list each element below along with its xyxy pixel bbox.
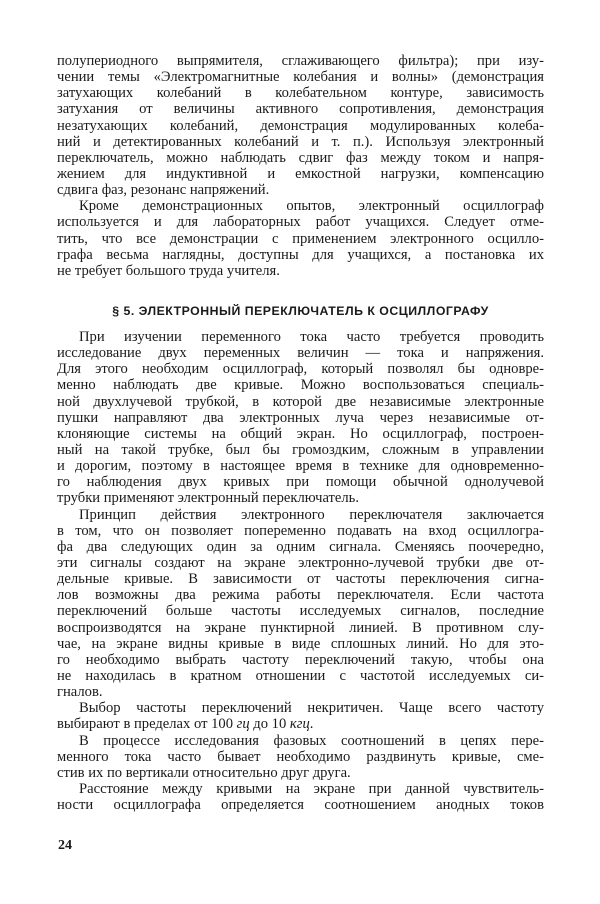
text-line: чении темы «Электромагнитные колебания и волны» (демонстрация — [57, 69, 544, 86]
text-line: в том, что он позволяет попеременно подавать на вход осциллогра- — [57, 522, 544, 539]
text-line: менно наблюдать две кривые. Можно воспользоваться специаль- — [57, 377, 544, 394]
text-line: чае, на экране видны кривые в виде сплошных линий. Но для это- — [57, 635, 544, 652]
text-line: клоняющие системы на общий экран. Но осциллограф, построен- — [57, 425, 544, 442]
text-line: незатухающих колебаний, демонстрация модулированных колеба- — [57, 117, 544, 134]
text-line: переключений больше частоты исследуемых сигналов, последние — [57, 603, 544, 620]
text-line: эти сигналы создают на экране электронно-лучевой трубки две от- — [57, 554, 544, 571]
text-line: стив их по вертикали относительно друг друга. — [57, 764, 351, 781]
text-line: жением для индуктивной и емкостной нагрузки, компенсацию — [57, 165, 544, 182]
text-line: затухания от величины активного сопротивления, демонстрация — [57, 101, 544, 118]
text-line: ный на такой трубке, был бы громоздким, сложным в управлении — [57, 441, 544, 458]
text-line: переключатель, можно наблюдать сдвиг фаз между током и напря- — [57, 149, 544, 166]
text-line: В процессе исследования фазовых соотношений в цепях пере- — [79, 732, 544, 749]
text-line: не находилась в кратном отношении с частотой исследуемых си- — [57, 667, 544, 684]
text-line: сдвига фаз, резонанс напряжений. — [57, 182, 270, 199]
text-line: полупериодного выпрямителя, сглаживающего фильтра); при изу- — [57, 53, 544, 69]
text-line: трубки применяют электронный переключатель. — [57, 490, 359, 507]
text-line: менного тока часто бывает необходимо раздвинуть кривые, сме- — [57, 748, 544, 765]
text-line: Принцип действия электронного переключателя заключается — [79, 506, 544, 523]
text-line: используется и для лабораторных работ учащихся. Следует отме- — [57, 214, 544, 231]
text-line: графа весьма наглядны, доступны для учащихся, а постановка их — [57, 246, 544, 263]
text-line: тить, что все демонстрации с применением электронного осцилло- — [57, 230, 544, 247]
text-line: фа два следующих один за одним сигнала. Сменяясь поочередно, — [57, 538, 544, 555]
text-block-after-heading — [57, 329, 544, 813]
text-line: пушки направляют два электронных луча через независимые от- — [57, 409, 544, 426]
text-line: Расстояние между кривыми на экране при данной чувствитель- — [79, 780, 544, 797]
text-line: ной двухлучевой трубкой, в которой две независимые электронные — [57, 393, 544, 410]
text-line: ний и детектированных колебаний и т. п.). Используя электронный — [57, 133, 544, 150]
text-block-before-heading — [57, 53, 544, 279]
text-line: ности осциллографа определяется соотношением анодных токов — [57, 797, 544, 814]
text-line: При изучении переменного тока часто требуется проводить — [79, 329, 544, 345]
text-line: го наблюдения двух кривых при помощи обычной однолучевой — [57, 474, 544, 491]
text-line: дельные кривые. В зависимости от частоты переключения сигна- — [57, 571, 544, 588]
text-line: Кроме демонстрационных опытов, электронный осциллограф — [79, 198, 544, 215]
section-heading: § 5. ЭЛЕКТРОННЫЙ ПЕРЕКЛЮЧАТЕЛЬ К ОСЦИЛЛОГРАФУ — [112, 304, 489, 318]
text-line: лов возможны два режима работы переключателя. Если частота — [57, 587, 544, 604]
text-line: го необходимо выбрать частоту переключений такую, чтобы она — [57, 651, 544, 668]
text-line: и дорогим, поэтому в настоящее время в технике для одновременно- — [57, 458, 544, 475]
text-line: гналов. — [57, 684, 103, 701]
text-line: исследование двух переменных величин — тока и напряжения. — [57, 345, 544, 362]
text-line: воспроизводятся на экране пунктирной линией. В противном слу- — [57, 619, 544, 636]
text-line: Для этого необходим осциллограф, который позволял бы одновре- — [57, 361, 544, 378]
text-line: затухающих колебаний в колебательном контуре, зависимость — [57, 85, 544, 102]
text-line: не требует большого труда учителя. — [57, 262, 280, 279]
text-line: Выбор частоты переключений некритичен. Чаще всего частоту — [79, 700, 544, 717]
text-line: выбирают в пределах от 100 гц до 10 кгц. — [57, 716, 314, 733]
page-number: 24 — [58, 838, 72, 853]
